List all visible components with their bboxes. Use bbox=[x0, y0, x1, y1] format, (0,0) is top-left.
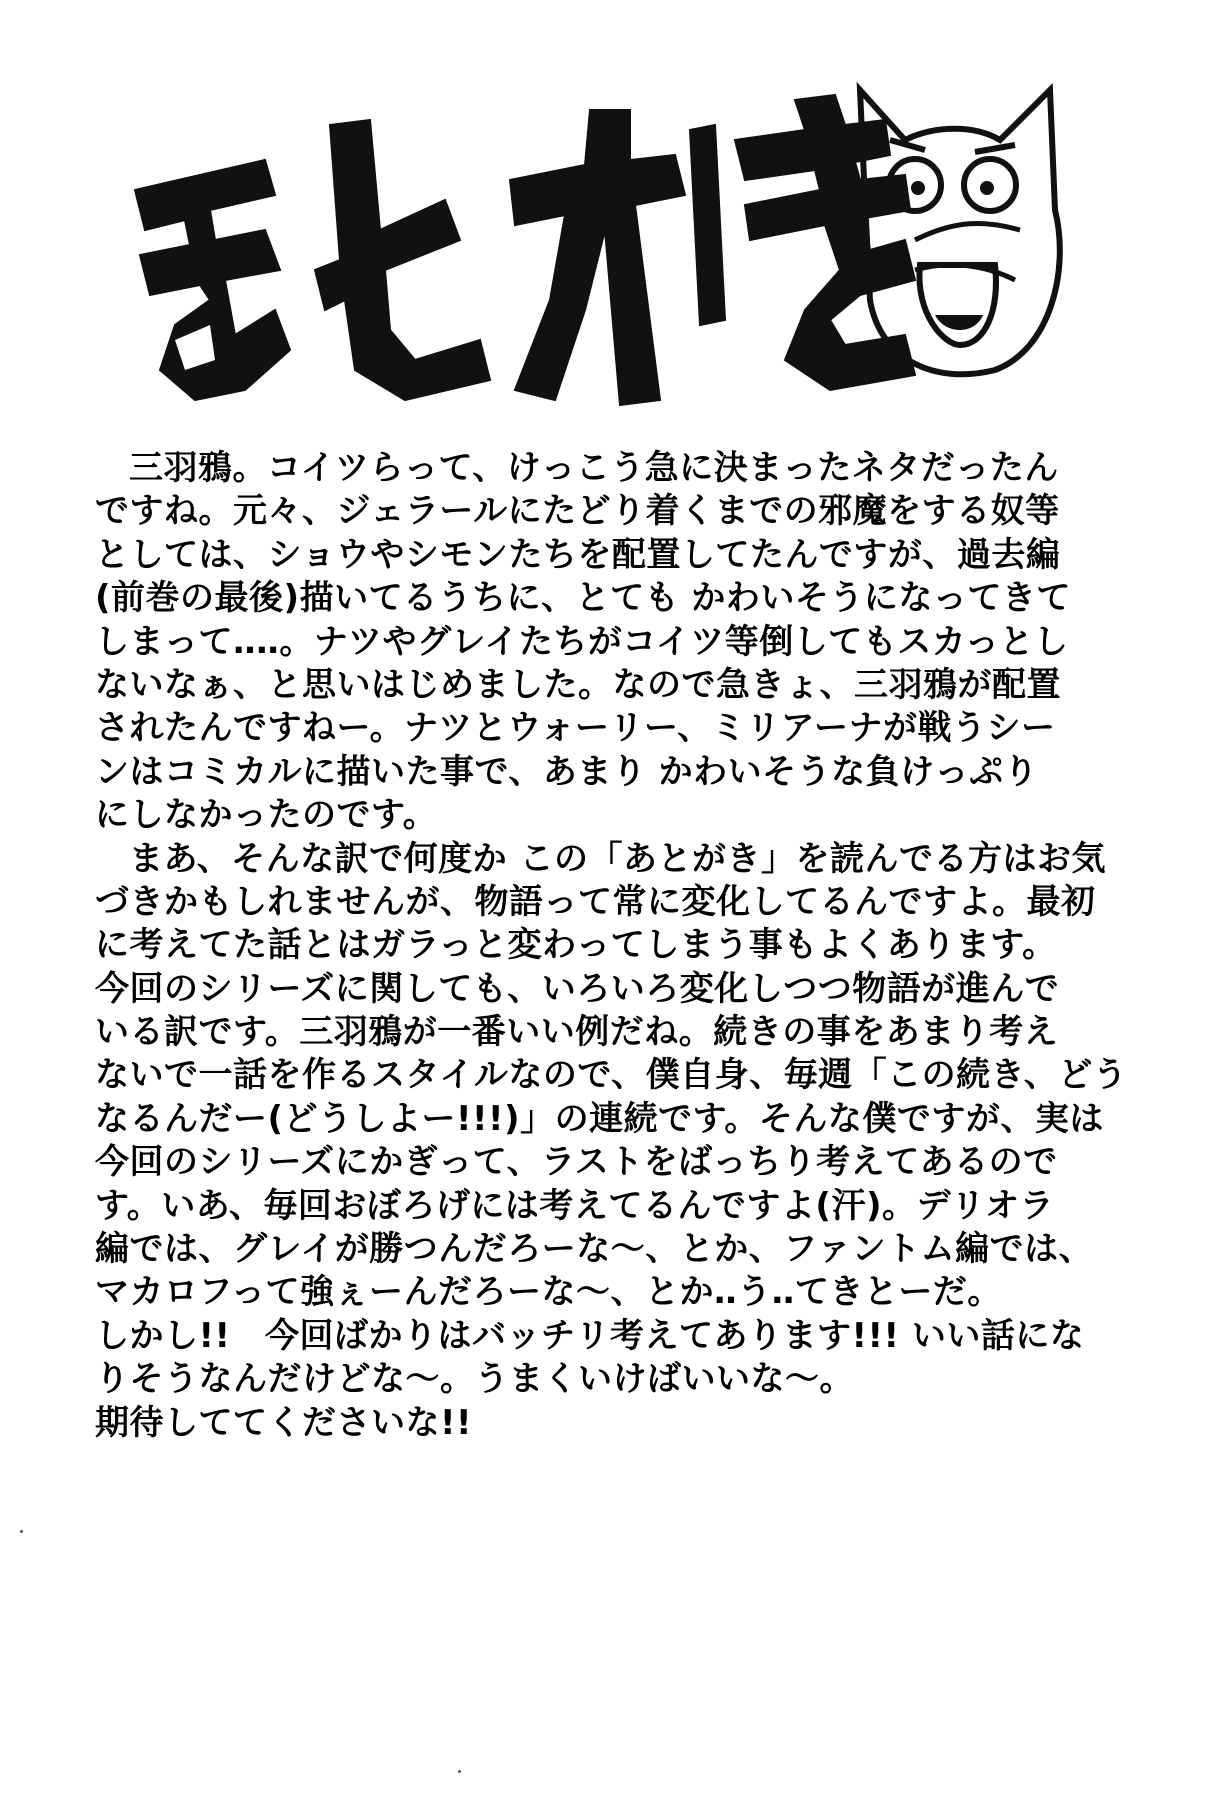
text-line: 期待しててくださいな!! bbox=[95, 1402, 473, 1443]
text-line: づきかもしれませんが、物語って常に変化してるんですよ。最初 bbox=[95, 881, 1096, 922]
text-line: りそうなんだけどな〜。うまくいけばいいな〜。 bbox=[95, 1359, 854, 1400]
text-line: ないなぁ、と思いはじめました。なので急きょ、三羽鴉が配置 bbox=[95, 664, 1061, 705]
text-line: しかし!! 今回ばかりはバッチリ考えてあります!!! いい話にな bbox=[95, 1315, 1085, 1356]
text-line: マカロフって強ぇーんだろーな〜、とか‥う‥てきとーだ。 bbox=[95, 1272, 1002, 1313]
text-line: いる訳です。三羽鴉が一番いい例だね。続きの事をあまり考え bbox=[95, 1012, 1059, 1053]
hand-drawn-title-art bbox=[115, 70, 1095, 420]
text-line: なるんだー(どうしよー!!!)」の連続です。そんな僕ですが、実は bbox=[95, 1098, 1104, 1139]
text-line: 今回のシリーズに関しても、いろいろ変化しつつ物語が進んで bbox=[95, 968, 1060, 1009]
text-line: 編では、グレイが勝つんだろーな〜、とか、ファントム編では、 bbox=[95, 1229, 1094, 1270]
text-line: (前巻の最後)描いてるうちに、とても かわいそうになってきて bbox=[95, 578, 1071, 619]
paper-speck bbox=[20, 1530, 23, 1533]
paper-speck bbox=[458, 1770, 461, 1773]
afterword-body bbox=[95, 447, 1130, 1445]
text-line: としては、ショウやシモンたちを配置してたんですが、過去編 bbox=[95, 534, 1061, 575]
text-line: す。いあ、毎回おぼろげには考えてるんですよ(汗)。デリオラ bbox=[95, 1185, 1055, 1226]
text-line: しまって‥‥。ナツやグレイたちがコイツ等倒してもスカっとし bbox=[95, 621, 1069, 662]
afterword-title-logo bbox=[115, 70, 1095, 420]
text-line: に考えてた話とはガラっと変わってしまう事もよくあります。 bbox=[95, 925, 1057, 966]
text-line: 今回のシリーズにかぎって、ラストをばっちり考えてあるので bbox=[95, 1142, 1058, 1183]
text-line: にしなかったのです。 bbox=[95, 795, 438, 836]
text-line: 三羽鴉。コイツらって、けっこう急に決まったネタだったん bbox=[129, 448, 1059, 488]
text-line: されたんですねー。ナツとウォーリー、ミリアーナが戦うシー bbox=[95, 708, 1056, 749]
text-line: ないで一話を作るスタイルなので、僕自身、毎週「この続き、どう bbox=[95, 1055, 1128, 1096]
text-line: まあ、そんな訳で何度か この「あとがき」を読んでる方はお気 bbox=[129, 838, 1106, 879]
text-line: ンはコミカルに描いた事で、あまり かわいそうな負けっぷり bbox=[95, 751, 1039, 792]
text-line: ですね。元々、ジェラールにたどり着くまでの邪魔をする奴等 bbox=[95, 491, 1060, 532]
